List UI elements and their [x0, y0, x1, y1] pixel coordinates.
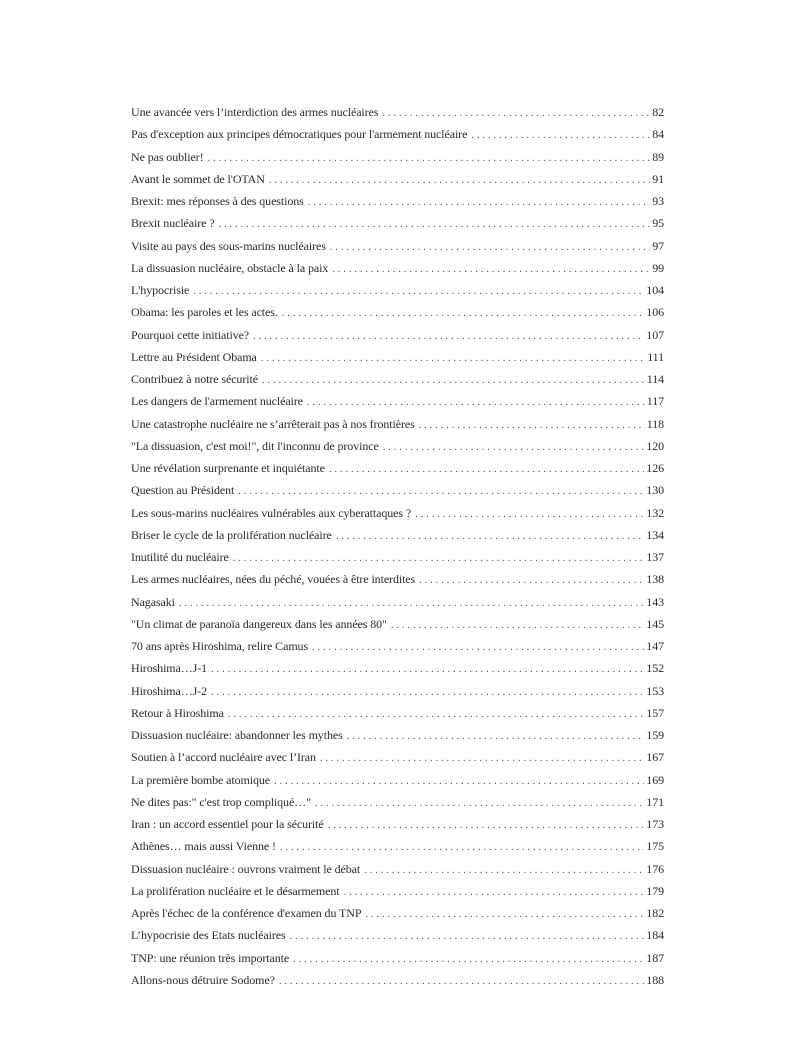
toc-entry-page-number: 93: [652, 194, 664, 208]
toc-dot-leader: [312, 636, 644, 657]
toc-entry-title: Allons-nous détruire Sodome?: [131, 972, 275, 987]
toc-entry: [131, 168, 664, 190]
toc-dot-leader: [211, 658, 644, 679]
toc-entry: [131, 524, 664, 546]
toc-dot-leader: [219, 213, 651, 234]
toc-entry-title: Les sous-marins nucléaires vulnérables aux cyberattaques ?: [131, 505, 412, 520]
toc-dot-leader: [328, 814, 645, 835]
toc-entry: [131, 368, 664, 390]
toc-entry-title: "Un climat de paranoïa dangereux dans les années 80": [131, 616, 387, 631]
toc-entry: [131, 858, 664, 880]
toc-dot-leader: [419, 569, 644, 590]
toc-dot-leader: [253, 325, 644, 346]
toc-entry-page-number: 176: [646, 861, 664, 876]
toc-entry-title: Les dangers de l'armement nucléaire: [131, 394, 303, 409]
table-of-contents: [131, 101, 664, 991]
toc-entry-title: Ne pas oublier!: [131, 149, 204, 164]
toc-dot-leader: [329, 458, 644, 479]
toc-dot-leader: [261, 347, 645, 368]
toc-entry-page-number: 137: [646, 550, 664, 564]
toc-entry-page-number: 179: [646, 883, 664, 898]
toc-entry-page-number: 147: [646, 639, 664, 653]
toc-entry: [131, 947, 664, 969]
toc-entry: [131, 257, 664, 279]
toc-entry: [131, 324, 664, 346]
toc-entry-title: Hiroshima…J-2: [131, 683, 208, 698]
toc-entry-title: "La dissuasion, c'est moi!", dit l'inconnu de province: [131, 438, 379, 453]
toc-dot-leader: [282, 302, 645, 323]
toc-entry-title: Inutilité du nucléaire: [131, 550, 229, 564]
toc-entry-page-number: 167: [646, 750, 664, 765]
toc-entry: [131, 279, 664, 301]
toc-dot-leader: [332, 258, 650, 279]
toc-entry-page-number: 91: [652, 171, 664, 186]
toc-entry-page-number: 187: [646, 950, 664, 965]
toc-entry-title: Lettre au Président Obama: [131, 349, 257, 364]
toc-entry-page-number: 175: [646, 839, 664, 854]
toc-entry-page-number: 157: [646, 705, 664, 720]
toc-entry-page-number: 118: [646, 416, 664, 431]
toc-dot-leader: [315, 792, 644, 813]
toc-dot-leader: [307, 391, 645, 412]
toc-entry-title: Les armes nucléaires, nées du péché, vouées à être interdites: [131, 572, 416, 587]
toc-entry-title: Ne dites pas:" c'est trop compliqué…": [131, 794, 311, 809]
toc-entry-title: Avant le sommet de l'OTAN: [131, 171, 265, 186]
toc-entry-page-number: 134: [646, 527, 664, 542]
toc-entry-page-number: 126: [646, 461, 664, 475]
toc-entry-title: Briser le cycle de la prolifération nucléaire: [131, 527, 332, 542]
toc-entry-page-number: 159: [646, 728, 664, 742]
toc-dot-leader: [211, 681, 644, 702]
toc-dot-leader: [233, 547, 645, 568]
toc-entry: [131, 746, 664, 768]
toc-dot-leader: [365, 903, 644, 924]
toc-dot-leader: [280, 836, 644, 857]
toc-entry-title: TNP: une réunion très importante: [131, 950, 290, 965]
toc-entry: [131, 635, 664, 657]
toc-entry: [131, 546, 664, 568]
toc-entry-page-number: 169: [646, 772, 664, 787]
toc-entry-title: Une catastrophe nucléaire ne s’arrêterait pas à nos frontières: [131, 416, 415, 431]
toc-entry: [131, 457, 664, 479]
toc-dot-leader: [279, 970, 644, 991]
toc-entry-title: Iran : un accord essentiel pour la sécurité: [131, 817, 324, 831]
toc-entry-page-number: 152: [646, 661, 664, 676]
toc-entry-title: L’hypocrisie des Etats nucléaires: [131, 928, 286, 943]
toc-entry: [131, 235, 664, 257]
toc-entry: [131, 702, 664, 724]
toc-entry-page-number: 171: [646, 794, 664, 809]
toc-entry-title: Dissuasion nucléaire : ouvrons vraiment le débat: [131, 861, 361, 876]
toc-entry-title: La prolifération nucléaire et le désarmement: [131, 883, 340, 898]
toc-entry-page-number: 99: [652, 260, 664, 275]
toc-dot-leader: [179, 592, 644, 613]
toc-entry: [131, 791, 664, 813]
toc-entry-title: La dissuasion nucléaire, obstacle à la paix: [131, 260, 329, 275]
toc-entry-page-number: 82: [652, 105, 664, 119]
toc-entry-title: Athènes… mais aussi Vienne !: [131, 839, 276, 854]
toc-entry-page-number: 111: [647, 349, 664, 364]
toc-entry: [131, 680, 664, 702]
toc-entry-title: Soutien à l’accord nucléaire avec l’Iran: [131, 750, 316, 765]
toc-dot-leader: [347, 725, 645, 746]
toc-entry: [131, 591, 664, 613]
toc-entry-title: Hiroshima…J-1: [131, 661, 208, 676]
toc-dot-leader: [382, 102, 650, 123]
toc-dot-leader: [290, 925, 645, 946]
toc-dot-leader: [308, 191, 650, 212]
toc-entry: [131, 880, 664, 902]
toc-entry-page-number: 130: [646, 483, 664, 498]
toc-entry-title: Brexit nucléaire ?: [131, 216, 215, 231]
toc-entry: [131, 568, 664, 590]
toc-entry: [131, 301, 664, 323]
toc-entry-page-number: 95: [652, 216, 664, 231]
toc-dot-leader: [330, 236, 650, 257]
toc-entry: [131, 390, 664, 412]
toc-entry-page-number: 188: [646, 972, 664, 987]
toc-entry-title: Dissuasion nucléaire: abandonner les mythes: [131, 728, 343, 742]
toc-entry-title: 70 ans après Hiroshima, relire Camus: [131, 639, 309, 653]
toc-dot-leader: [419, 414, 645, 435]
toc-entry: [131, 769, 664, 791]
toc-entry-title: Une révélation surprenante et inquiétante: [131, 461, 325, 475]
toc-entry-title: Pas d'exception aux principes démocratiques pour l'armement nucléaire: [131, 127, 468, 142]
toc-dot-leader: [391, 614, 644, 635]
toc-entry: [131, 101, 664, 123]
toc-entry-page-number: 132: [646, 505, 664, 520]
toc-dot-leader: [262, 369, 645, 390]
toc-entry: [131, 123, 664, 145]
toc-entry-title: Contribuez à notre sécurité: [131, 372, 258, 386]
toc-entry-page-number: 104: [646, 283, 664, 297]
toc-dot-leader: [415, 503, 644, 524]
toc-entry-title: La première bombe atomique: [131, 772, 271, 787]
toc-entry: [131, 969, 664, 991]
toc-entry-page-number: 97: [652, 238, 664, 253]
toc-dot-leader: [193, 280, 644, 301]
toc-entry-title: Une avancée vers l’interdiction des armes nucléaires: [131, 105, 379, 119]
toc-entry-title: Visite au pays des sous-marins nucléaires: [131, 238, 326, 253]
toc-dot-leader: [471, 124, 650, 145]
toc-entry: [131, 346, 664, 368]
toc-entry: [131, 435, 664, 457]
toc-dot-leader: [344, 881, 645, 902]
toc-dot-leader: [383, 436, 645, 457]
toc-dot-leader: [293, 948, 644, 969]
toc-entry-page-number: 107: [646, 327, 664, 342]
toc-dot-leader: [336, 525, 645, 546]
toc-entry-page-number: 138: [646, 572, 664, 587]
toc-entry: [131, 146, 664, 168]
toc-entry-title: Pourquoi cette initiative?: [131, 327, 250, 342]
toc-dot-leader: [320, 747, 644, 768]
toc-entry-page-number: 89: [652, 149, 664, 164]
toc-entry-page-number: 143: [646, 594, 664, 609]
toc-dot-leader: [238, 480, 644, 501]
toc-entry: [131, 813, 664, 835]
toc-entry-page-number: 120: [646, 438, 664, 453]
toc-entry-title: Après l'échec de la conférence d'examen du TNP: [131, 906, 362, 920]
toc-entry: [131, 835, 664, 857]
toc-entry-title: Nagasaki: [131, 594, 175, 609]
toc-entry-page-number: 153: [646, 683, 664, 698]
toc-entry: [131, 613, 664, 635]
toc-entry-title: Retour à Hiroshima: [131, 705, 224, 720]
toc-dot-leader: [364, 859, 644, 880]
toc-entry: [131, 502, 664, 524]
toc-entry: [131, 190, 664, 212]
toc-dot-leader: [274, 770, 644, 791]
toc-entry: [131, 924, 664, 946]
toc-entry-page-number: 84: [652, 127, 664, 142]
toc-entry: [131, 657, 664, 679]
toc-entry-title: Brexit: mes réponses à des questions: [131, 194, 304, 208]
toc-entry: [131, 724, 664, 746]
toc-entry-page-number: 184: [646, 928, 664, 943]
toc-entry-page-number: 117: [646, 394, 664, 409]
toc-dot-leader: [207, 147, 650, 168]
toc-entry-page-number: 106: [646, 305, 664, 320]
toc-entry: [131, 902, 664, 924]
toc-entry-title: L'hypocrisie: [131, 283, 190, 297]
toc-entry: [131, 479, 664, 501]
toc-entry-title: Obama: les paroles et les actes.: [131, 305, 278, 320]
toc-dot-leader: [269, 169, 650, 190]
toc-entry-page-number: 182: [646, 906, 664, 920]
toc-entry: [131, 413, 664, 435]
toc-entry-page-number: 173: [646, 817, 664, 831]
toc-entry-page-number: 114: [646, 372, 664, 386]
toc-entry-page-number: 145: [646, 616, 664, 631]
toc-entry-title: Question au Président: [131, 483, 235, 498]
toc-entry: [131, 212, 664, 234]
toc-dot-leader: [228, 703, 644, 724]
